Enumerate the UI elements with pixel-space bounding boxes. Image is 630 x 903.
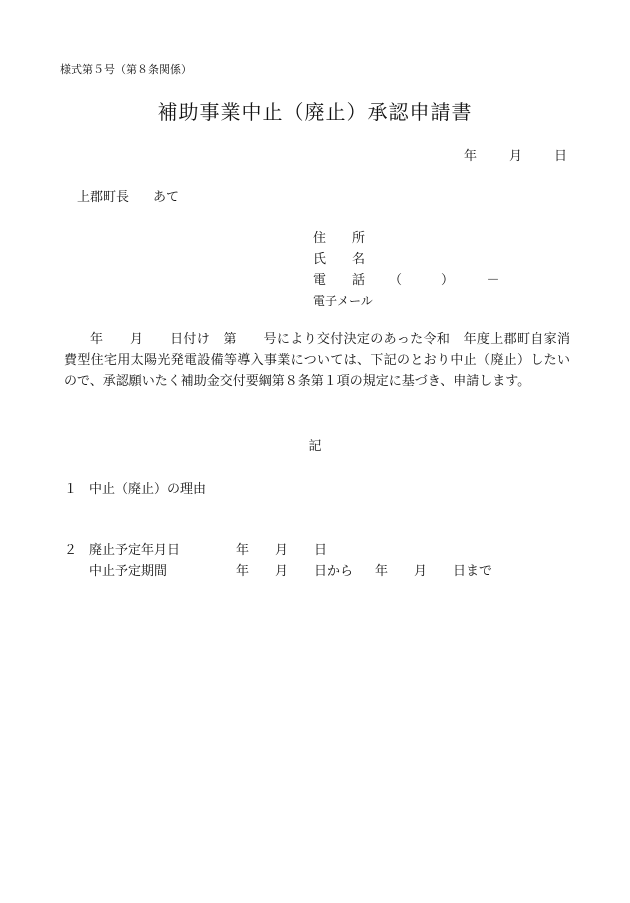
phone-row — [313, 270, 500, 291]
name-row — [313, 249, 500, 270]
ki-heading: 記 — [308, 439, 322, 454]
item-1-number: １ — [64, 482, 78, 497]
abolition-date-label: 廃止予定年月日 — [89, 543, 181, 558]
address-label: 住 所 — [313, 231, 366, 246]
item-2-schedule — [64, 540, 492, 582]
item-2-number: ２ — [64, 543, 78, 558]
date-day: 日 — [553, 149, 567, 164]
suspension-period-to: 年 月 日まで — [375, 564, 493, 579]
suspension-period-row — [64, 561, 492, 582]
date-month: 月 — [508, 149, 522, 164]
suspension-period-label: 中止予定期間 — [89, 564, 168, 579]
email-label: 電子メール — [313, 294, 373, 308]
addressee — [77, 186, 179, 205]
abolition-date-value: 年 月 日 — [236, 543, 328, 558]
document-title: 補助事業中止（廃止）承認申請書 — [157, 100, 473, 124]
addressee-suffix: あて — [153, 190, 180, 205]
item-1-label: 中止（廃止）の理由 — [89, 482, 207, 497]
phone-format: （ ） － — [389, 273, 500, 288]
name-label: 氏 名 — [313, 252, 366, 267]
applicant-block — [313, 228, 500, 312]
submission-date — [464, 145, 567, 164]
address-row — [313, 228, 500, 249]
item-1-reason — [64, 478, 206, 497]
form-number: 様式第５号（第８条関係） — [60, 63, 192, 76]
addressee-name: 上郡町長 — [77, 190, 130, 205]
suspension-period-from: 年 月 日から — [236, 564, 354, 579]
email-row — [313, 291, 500, 312]
phone-label: 電 話 — [313, 273, 366, 288]
request-body-text: 年 月 日付け 第 号により交付決定のあった令和 年度上郡町自家消費型住宅用太陽光発電設備等導入事業については、下記のとおり中止（廃止）したいので、承認願いたく補助金交付要綱第８条第１項の規定に基づき、申請します。 — [64, 332, 570, 389]
abolition-date-row — [64, 540, 492, 561]
date-year: 年 — [463, 149, 477, 164]
